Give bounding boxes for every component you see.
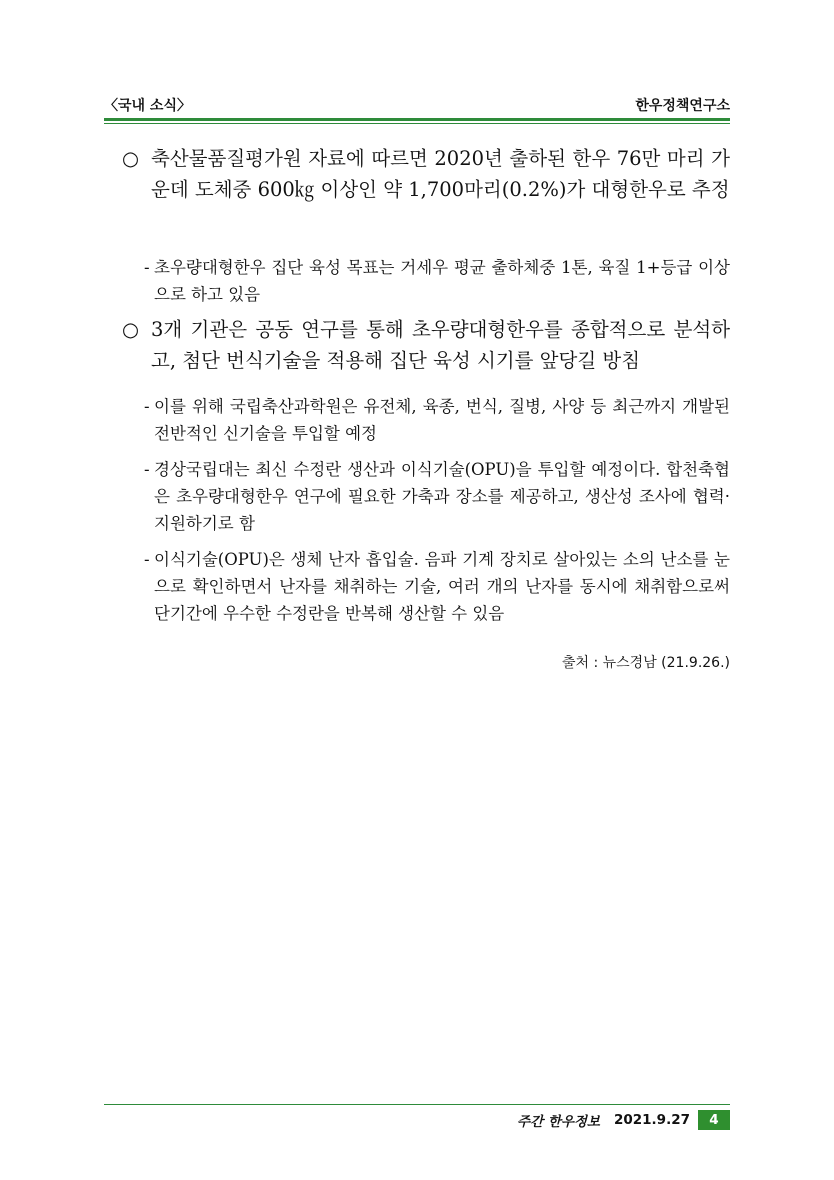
publication-date: 2021.9.27	[613, 1112, 690, 1128]
circle-bullet-icon: ○	[122, 147, 140, 170]
dash-marker: -	[144, 550, 150, 569]
page-header	[104, 95, 730, 117]
header-rule-thick	[104, 118, 730, 121]
sub-point-text: 경상국립대는 최신 수정란 생산과 이식기술(OPU)을 투입할 예정이다. 합천축협은 초우량대형한우 연구에 필요한 가축과 장소를 제공하고, 생산성 조사에 협력·지원하기로 함	[154, 460, 730, 533]
page-footer	[517, 1110, 730, 1130]
bullet-text: 축산물품질평가원 자료에 따르면 2020년 출하된 한우 76만 마리 가운데 도체중 600㎏ 이상인 약 1,700마리(0.2%)가 대형한우로 추정	[151, 147, 730, 201]
page-number: 4	[698, 1110, 730, 1130]
section-title: 〈국내 소식〉	[104, 98, 191, 114]
sub-point	[144, 254, 730, 308]
dash-marker: -	[144, 397, 150, 416]
bullet-point	[122, 314, 730, 376]
sub-point-text: 이를 위해 국립축산과학원은 유전체, 육종, 번식, 질병, 사양 등 최근까지 개발된 전반적인 신기술을 투입할 예정	[154, 397, 730, 443]
sub-point-text: 이식기술(OPU)은 생체 난자 흡입술. 음파 기계 장치로 살아있는 소의 난소를 눈으로 확인하면서 난자를 채취하는 기술, 여러 개의 난자를 동시에 채취함으로써 단기간에 우수한 수정란을 반복해 생산할 수 있음	[154, 550, 730, 623]
organization-name: 한우정책연구소	[635, 98, 730, 114]
header-rule-thin	[104, 123, 730, 124]
dash-marker: -	[144, 258, 150, 277]
footer-rule	[104, 1104, 730, 1105]
sub-point	[144, 456, 730, 537]
bullet-text: 3개 기관은 공동 연구를 통해 초우량대형한우를 종합적으로 분석하고, 첨단 번식기술을 적용해 집단 육성 시기를 앞당길 방침	[151, 318, 730, 372]
sub-point-text: 초우량대형한우 집단 육성 목표는 거세우 평균 출하체중 1톤, 육질 1+등급 이상으로 하고 있음	[154, 258, 730, 304]
source-citation: 출처 : 뉴스경남 (21.9.26.)	[561, 655, 730, 671]
circle-bullet-icon: ○	[122, 318, 140, 341]
publication-name: 주간 한우정보	[517, 1114, 600, 1130]
bullet-point	[122, 143, 730, 205]
sub-point	[144, 546, 730, 627]
sub-point	[144, 393, 730, 447]
dash-marker: -	[144, 460, 150, 479]
